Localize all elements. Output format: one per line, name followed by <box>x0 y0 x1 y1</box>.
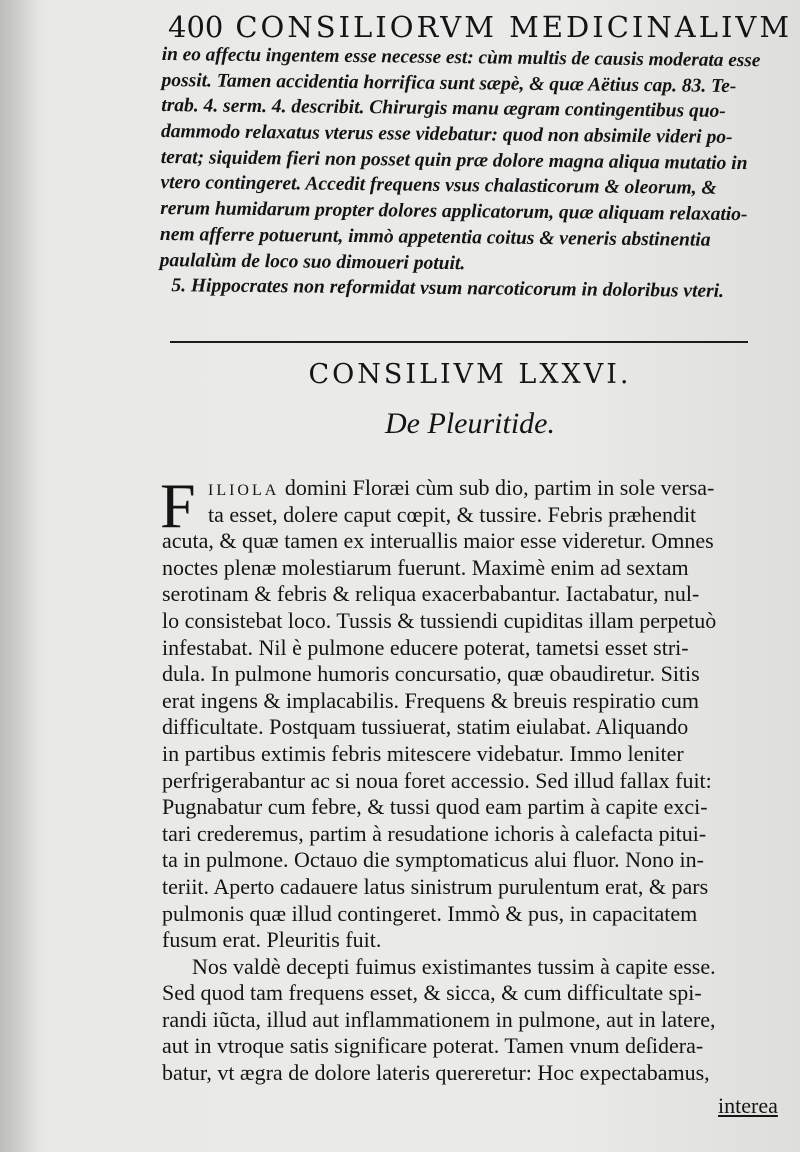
body-line: randi iũcta, illud aut inflammationem in pulmone, aut in latere, <box>162 1006 716 1032</box>
page-number: 400 <box>168 10 224 44</box>
commentary-line: in eo affectu ingentem esse necesse est: cùm multis de causis moderata esse <box>161 43 761 72</box>
body-line: perfrigerabantur ac si noua foret accessio. Sed illud fallax fuit: <box>162 767 712 793</box>
catchword: interea <box>718 1093 778 1118</box>
running-title: CONSILIORVM MEDICINALIVM <box>235 10 793 44</box>
body-line: fusum erat. Pleuritis fuit. <box>162 927 382 953</box>
body-line: infestabat. Nil è pulmone educere poterat, tametsi esset stri- <box>162 634 689 660</box>
body-line: pulmonis quæ illud contingeret. Immò & pus, in capacitatem <box>162 900 698 926</box>
first-word: ILIOLA <box>208 482 280 499</box>
body-line: difficultate. Postquam tussiuerat, statim eiulabat. Aliquando <box>162 714 689 740</box>
commentary-line: terat; siquidem fieri non posset quin præ dolore magna aliqua mutatio in <box>160 146 748 174</box>
body-line: tari crederemus, partim à resudatione ichoris à calefacta pitui- <box>162 820 707 846</box>
body-line: teriit. Aperto cadauere latus sinistrum purulentum erat, & pars <box>162 873 709 899</box>
drop-cap: F <box>160 470 196 541</box>
body-text <box>160 470 782 1087</box>
running-head <box>168 6 793 48</box>
commentary-block <box>159 42 762 305</box>
body-line: lo consistebat loco. Tussis & tussiendi cupiditas illam perpetuò <box>162 607 717 633</box>
commentary-line: possit. Tamen accidentia horrifica sunt sæpè, & quæ Aëtius cap. 83. Te- <box>161 69 737 97</box>
commentary-line: dammodo relaxatus vterus esse videbatur: quod non absimile videri po- <box>160 121 733 149</box>
gutter-shadow <box>0 0 40 1152</box>
body-line <box>162 475 782 502</box>
commentary-note: 5. Hippocrates non reformidat vsum narcoticorum in doloribus vteri. <box>171 275 725 303</box>
body-line: dula. In pulmone humoris concursatio, quæ obaudiretur. Sitis <box>162 661 700 687</box>
body-line: batur, vt ægra de dolore lateris quereretur: Hoc expectabamus, <box>162 1060 710 1086</box>
body-line: erat ingens & implacabilis. Frequens & breuis respiratio cum <box>162 687 700 713</box>
section-divider <box>170 341 748 343</box>
commentary-line: vtero contingeret. Accedit frequens vsus chalasticorum & oleorum, & <box>160 172 717 200</box>
body-line: in partibus extimis febris mitescere videbatur. Immo leniter <box>162 740 684 766</box>
body-line: noctes plenæ molestiarum fuerunt. Maximè enim ad sextam <box>162 554 689 580</box>
chapter-title: CONSILIVM LXXVI. <box>308 359 632 390</box>
body-line: Nos valdè decepti fuimus existimantes tussim à capite esse. <box>192 953 716 979</box>
body-line: ta in pulmone. Octauo die symptomaticus alui fluor. Nono in- <box>162 847 704 873</box>
commentary-line: paulalùm de loco suo dimoueri potuit. <box>159 249 466 274</box>
body-line: ta esset, dolere caput cœpit, & tussire. Febris præhendit <box>208 501 697 527</box>
chapter-subtitle: De Pleuritide. <box>385 407 555 440</box>
body-line: Sed quod tam frequens esset, & sicca, & cum difficultate spi- <box>162 980 702 1006</box>
body-line: acuta, & quæ tamen ex interuallis maior esse videretur. Omnes <box>162 528 714 554</box>
body-line: Pugnabatur cum febre, & tussi quod eam partim à capite exci- <box>162 794 708 820</box>
body-line: aut in vtroque satis significare poterat. Tamen vnum deſidera- <box>162 1033 704 1059</box>
body-line-text: domini Floræi cùm sub dio, partim in sole versa- <box>279 475 715 500</box>
body-line: serotinam & febris & reliqua exacerbabantur. Iactabatur, nul- <box>162 581 700 607</box>
commentary-line: trab. 4. serm. 4. describit. Chirurgis manu ægram contingentibus quo- <box>161 95 726 123</box>
commentary-line: nem afferre potuerunt, immò appetentia coitus & veneris abstinentia <box>159 223 711 251</box>
commentary-line: rerum humidarum propter dolores applicatorum, quæ aliquam relaxatio- <box>160 198 748 226</box>
